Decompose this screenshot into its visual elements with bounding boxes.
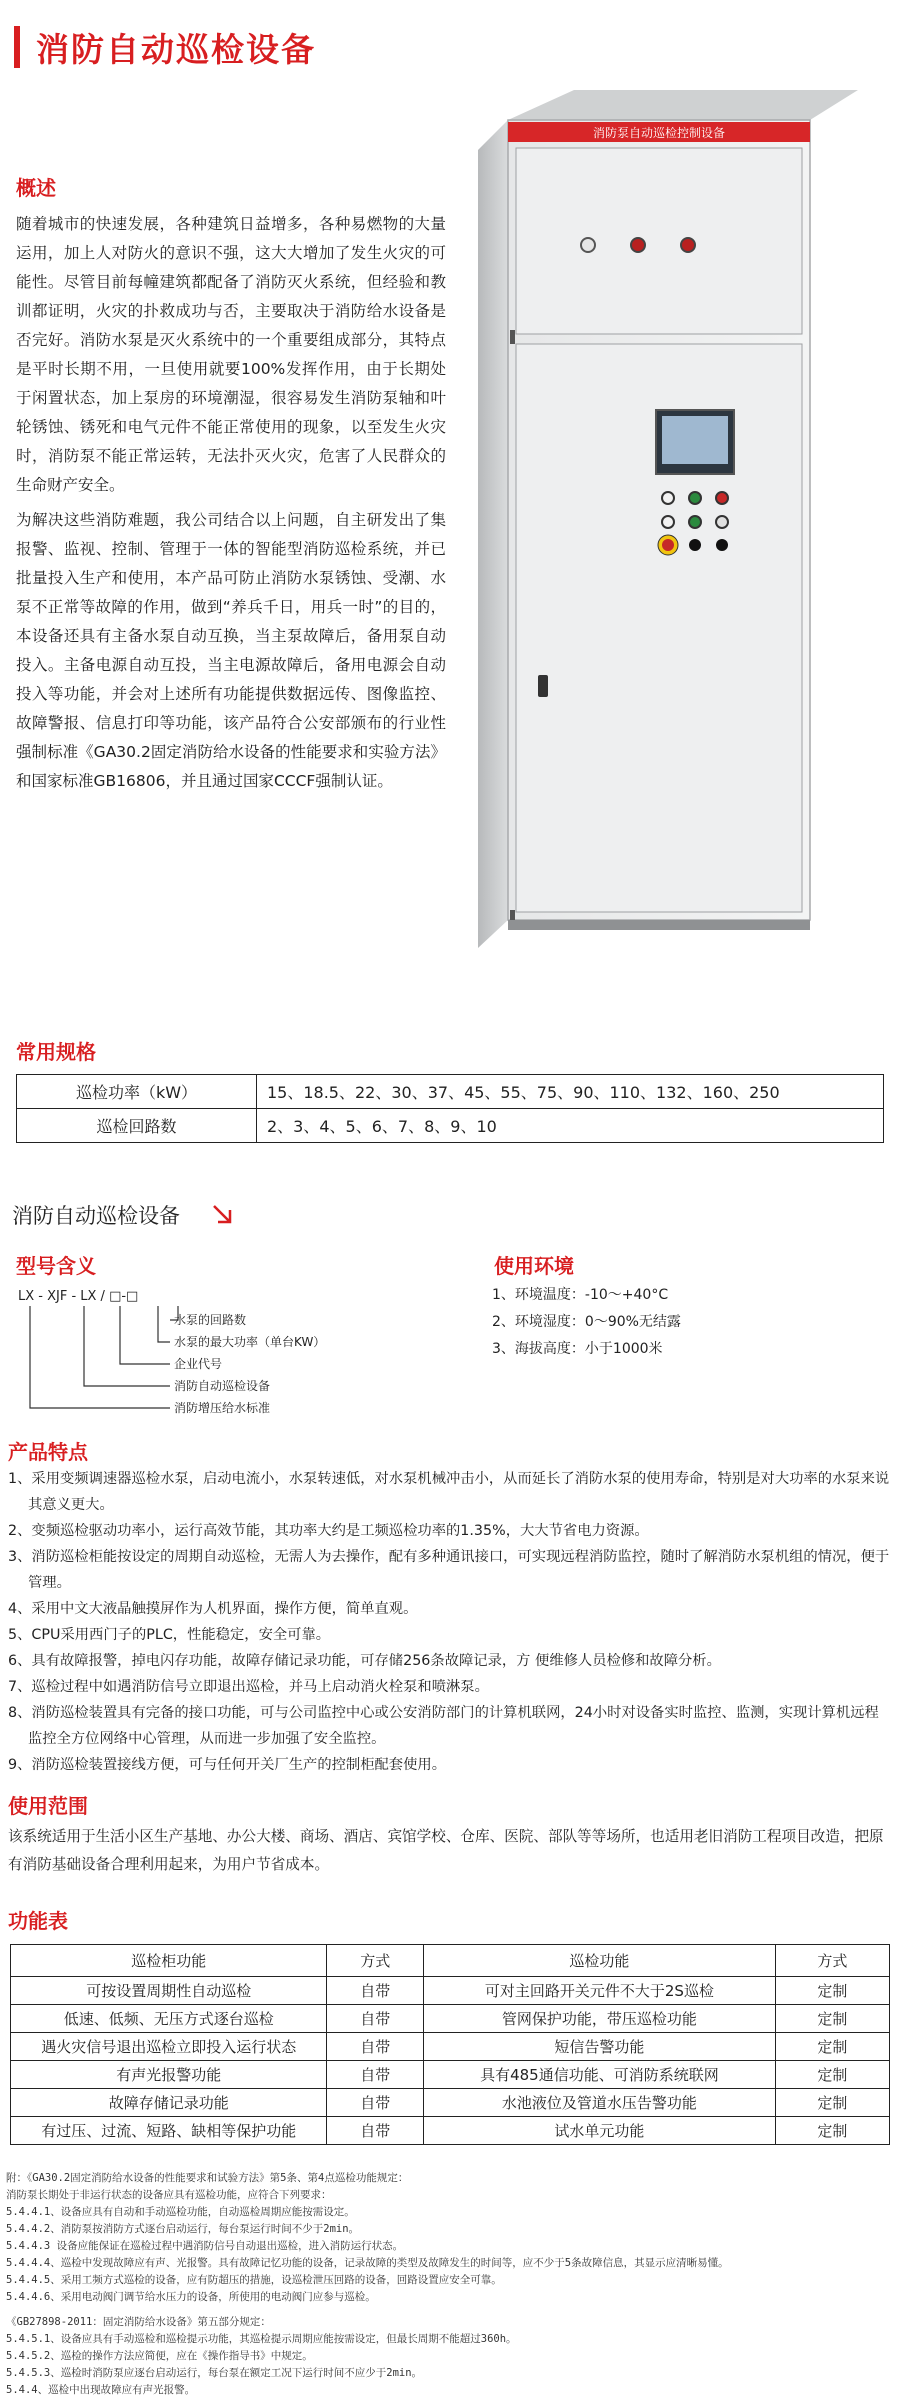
list-item: 3、消防巡检柜能按设定的周期自动巡检，无需人为去操作，配有多种通讯接口，可实现远程消防监控，随时了解消防水泵机组的情况，便于管理。 [8,1549,890,1591]
spec-label: 巡检功率（kW） [17,1075,257,1109]
button-icon [716,516,728,528]
column-header: 方式 [327,1945,424,1977]
cabinet-label: 消防泵自动巡检控制设备 [592,126,726,140]
overview-body [16,210,446,802]
table-row [11,2005,890,2033]
specs-heading: 常用规格 [16,1040,96,1064]
cabinet-upper-door [516,148,802,334]
table-cell: 具有485通信功能、可消防系统联网 [424,2061,776,2089]
indicator-lamp-icon [631,238,645,252]
list-item: 9、消防巡检装置接线方便，可与任何开关厂生产的控制柜配套使用。 [8,1757,446,1773]
indicator-lamp-icon [581,238,595,252]
product-subtitle [12,1200,236,1230]
table-cell: 定制 [775,2005,889,2033]
note-line: 5.4.4.1、设备应具有自动和手动巡检功能，自动巡检周期应能按需设定。 [6,2206,355,2218]
table-row [11,2061,890,2089]
spec-value: 2、3、4、5、6、7、8、9、10 [257,1109,884,1143]
scope-heading: 使用范围 [8,1794,88,1818]
overview-paragraph: 随着城市的快速发展，各种建筑日益增多，各种易燃物的大量运用，加上人对防火的意识不强，这大大增加了发生火灾的可能性。尽管目前每幢建筑都配备了消防灭火系统，但经验和教训都证明，火灾的扑救成功与否，主要取决于消防给水设备是否完好。消防水泵是灭火系统中的一个重要组成部分，其特点是平时长期不用，一旦使用就要100%发挥作用，由于长期处于闲置状态，加上泵房的环境潮湿，很容易发生消防泵轴和叶轮锈蚀、锈死和电气元件不能正常使用的现象，以至发生火灾时，消防泵不能正常运转，无法扑灭火灾，危害了人民群众的生命财产安全。 [16,215,446,494]
list-item: 2、变频巡检驱动功率小，运行高效节能，其功率大约是工频巡检功率的1.35%，大大节省电力资源。 [8,1523,649,1539]
list-item: 1、环境温度：-10～+40°C [492,1287,669,1303]
table-row [11,2033,890,2061]
note-line: 消防泵长期处于非运行状态的设备应具有巡检功能，应符合下列要求： [6,2189,332,2201]
page-title: 消防自动巡检设备 [36,29,316,69]
product-subtitle-text: 消防自动巡检设备 [12,1204,180,1228]
features-heading: 产品特点 [8,1440,88,1464]
button-icon [662,492,674,504]
model-item: 水泵的最大功率（单台KW） [174,1335,326,1349]
cabinet-side [478,120,508,948]
button-icon [662,516,674,528]
table-cell: 自带 [327,2033,424,2061]
environment-list [492,1282,681,1363]
table-cell: 定制 [775,2089,889,2117]
note-line: 附：《GA30.2固定消防给水设备的性能要求和试验方法》第5条、第4点巡检功能规定： [6,2172,409,2184]
model-item: 水泵的回路数 [174,1313,247,1327]
model-code: LX - XJF - LX / □-□ [18,1289,139,1304]
table-cell: 定制 [775,2033,889,2061]
table-cell: 故障存储记录功能 [11,2089,327,2117]
note-line: 5.4.4、巡检中出现故障应有声光报警。 [6,2384,196,2396]
hinge-icon [510,910,515,920]
column-header: 巡检柜功能 [11,1945,327,1977]
table-row [11,2117,890,2145]
list-item: 4、采用中文大液晶触摸屏作为人机界面，操作方便，简单直观。 [8,1601,418,1617]
table-cell: 有过压、过流、短路、缺相等保护功能 [11,2117,327,2145]
table-row [17,1075,884,1109]
table-cell: 自带 [327,2005,424,2033]
list-item: 5、CPU采用西门子的PLC，性能稳定，安全可靠。 [8,1627,331,1643]
button-icon [689,492,701,504]
column-header: 巡检功能 [424,1945,776,1977]
environment-heading: 使用环境 [494,1254,574,1278]
button-icon [689,516,701,528]
table-cell: 低速、低频、无压方式逐台巡检 [11,2005,327,2033]
table-header-row [11,1945,890,1977]
arrow-down-right-icon [210,1202,236,1228]
function-table [10,1944,890,2145]
scope-body: 该系统适用于生活小区生产基地、办公大楼、商场、酒店、宾馆学校、仓库、医院、部队等等场所，也适用老旧消防工程项目改造，把原有消防基础设备合理利用起来，为用户节省成本。 [8,1828,884,1873]
model-item: 消防自动巡检设备 [174,1379,271,1393]
list-item: 2、环境湿度：0～90%无结露 [492,1314,681,1330]
overview-paragraph: 为解决这些消防难题，我公司结合以上问题，自主研发出了集报警、监视、控制、管理于一体的智能型消防巡检系统，并已批量投入生产和使用，本产品可防止消防水泵锈蚀、受潮、水泵不正常等故障的作用，做到“养兵千日，用兵一时”的目的，本设备还具有主备水泵自动互换，当主泵故障后，备用泵自动投入。主备电源自动互投，当主电源故障后，备用电源会自动投入等功能，并会对上述所有功能提供数据远传、图像监控、故障警报、信息打印等功能，该产品符合公安部颁布的行业性强制标准《GA30.2固定消防给水设备的性能要求和实验方法》和国家标准GB16806，并且通过国家CCCF强制认证。 [16,511,446,790]
note-line: 5.4.4.3 设备应能保证在巡检过程中遇消防信号自动退出巡检，进入消防运行状态。 [6,2240,404,2252]
list-item: 6、具有故障报警，掉电闪存功能，故障存储记录功能，可存储256条故障记录，方 便维修人员检修和故障分析。 [8,1653,721,1669]
selector-switch-icon [689,539,701,551]
spec-label: 巡检回路数 [17,1109,257,1143]
note-line: 5.4.5.3、巡检时消防泵应逐台启动运行，每台泵在额定工况下运行时间不应少于2min。 [6,2367,423,2379]
table-row [11,2089,890,2117]
table-cell: 定制 [775,2117,889,2145]
table-cell: 有声光报警功能 [11,2061,327,2089]
standards-notes [6,2170,894,2399]
list-item: 3、海拔高度：小于1000米 [492,1341,663,1357]
model-heading: 型号含义 [16,1254,96,1278]
overview-heading: 概述 [16,176,56,200]
table-cell: 自带 [327,2117,424,2145]
spec-value: 15、18.5、22、30、37、45、55、75、90、110、132、160、250 [257,1075,884,1109]
table-cell: 短信告警功能 [424,2033,776,2061]
note-line: 5.4.4.2、消防泵按消防方式逐台启动运行，每台泵运行时间不少于2min。 [6,2223,360,2235]
model-item: 消防增压给水标准 [174,1401,271,1415]
note-line: 5.4.4.5、采用工频方式巡检的设备，应有防超压的措施，设巡检泄压回路的设备，回路设置应安全可靠。 [6,2274,502,2286]
table-cell: 遇火灾信号退出巡检立即投入运行状态 [11,2033,327,2061]
emergency-stop-knob-icon [662,539,674,551]
cabinet-top [508,90,858,120]
list-item: 1、采用变频调速器巡检水泵，启动电流小，水泵转速低，对水泵机械冲击小，从而延长了消防水泵的使用寿命，特别是对大功率的水泵来说其意义更大。 [8,1471,890,1513]
table-cell: 自带 [327,1977,424,2005]
table-cell: 可对主回路开关元件不大于2S巡检 [424,1977,776,2005]
features-list [8,1466,892,1778]
note-line: 5.4.4.4、巡检中发现故障应有声、光报警。具有故障记忆功能的设备，记录故障的类型及故障发生的时间等，应不少于5条故障信息，其显示应清晰易懂。 [6,2257,729,2269]
table-cell: 管网保护功能，带压巡检功能 [424,2005,776,2033]
note-line: 《GB27898-2011：固定消防给水设备》第五部分规定： [6,2316,271,2328]
table-cell: 自带 [327,2089,424,2117]
note-line: 5.4.4.6、采用电动阀门调节给水压力的设备，所使用的电动阀门应参与巡检。 [6,2291,376,2303]
table-cell: 定制 [775,1977,889,2005]
table-cell: 自带 [327,2061,424,2089]
table-cell: 试水单元功能 [424,2117,776,2145]
table-row [11,1977,890,2005]
door-lock-icon [538,675,548,697]
note-line: 5.4.5.1、设备应具有手动巡检和巡检提示功能，其巡检提示周期应能按需设定，但最长周期不能超过360h。 [6,2333,517,2345]
cabinet-base [508,920,810,930]
note-line: 5.4.5.2、巡检的操作方法应简便，应在《操作指导书》中规定。 [6,2350,313,2362]
indicator-lamp-icon [681,238,695,252]
title-accent-bar [14,26,20,68]
list-item: 7、巡检过程中如遇消防信号立即退出巡检，并马上启动消火栓泵和喷淋泵。 [8,1679,489,1695]
model-item: 企业代号 [174,1357,223,1371]
cabinet-illustration [478,90,858,960]
table-row [17,1109,884,1143]
spec-table [16,1074,884,1143]
selector-switch-icon [716,539,728,551]
table-cell: 可按设置周期性自动巡检 [11,1977,327,2005]
column-header: 方式 [775,1945,889,1977]
touchscreen-display [662,416,728,464]
functions-heading: 功能表 [8,1909,68,1933]
page-header [14,26,316,68]
table-cell: 定制 [775,2061,889,2089]
model-code-diagram [18,1286,458,1436]
table-cell: 水池液位及管道水压告警功能 [424,2089,776,2117]
hinge-icon [510,330,515,344]
button-icon [716,492,728,504]
list-item: 8、消防巡检装置具有完备的接口功能，可与公司监控中心或公安消防部门的计算机联网，24小时对设备实时监控、监测，实现计算机远程监控全方位网络中心管理，从而进一步加强了安全监控。 [8,1705,879,1747]
